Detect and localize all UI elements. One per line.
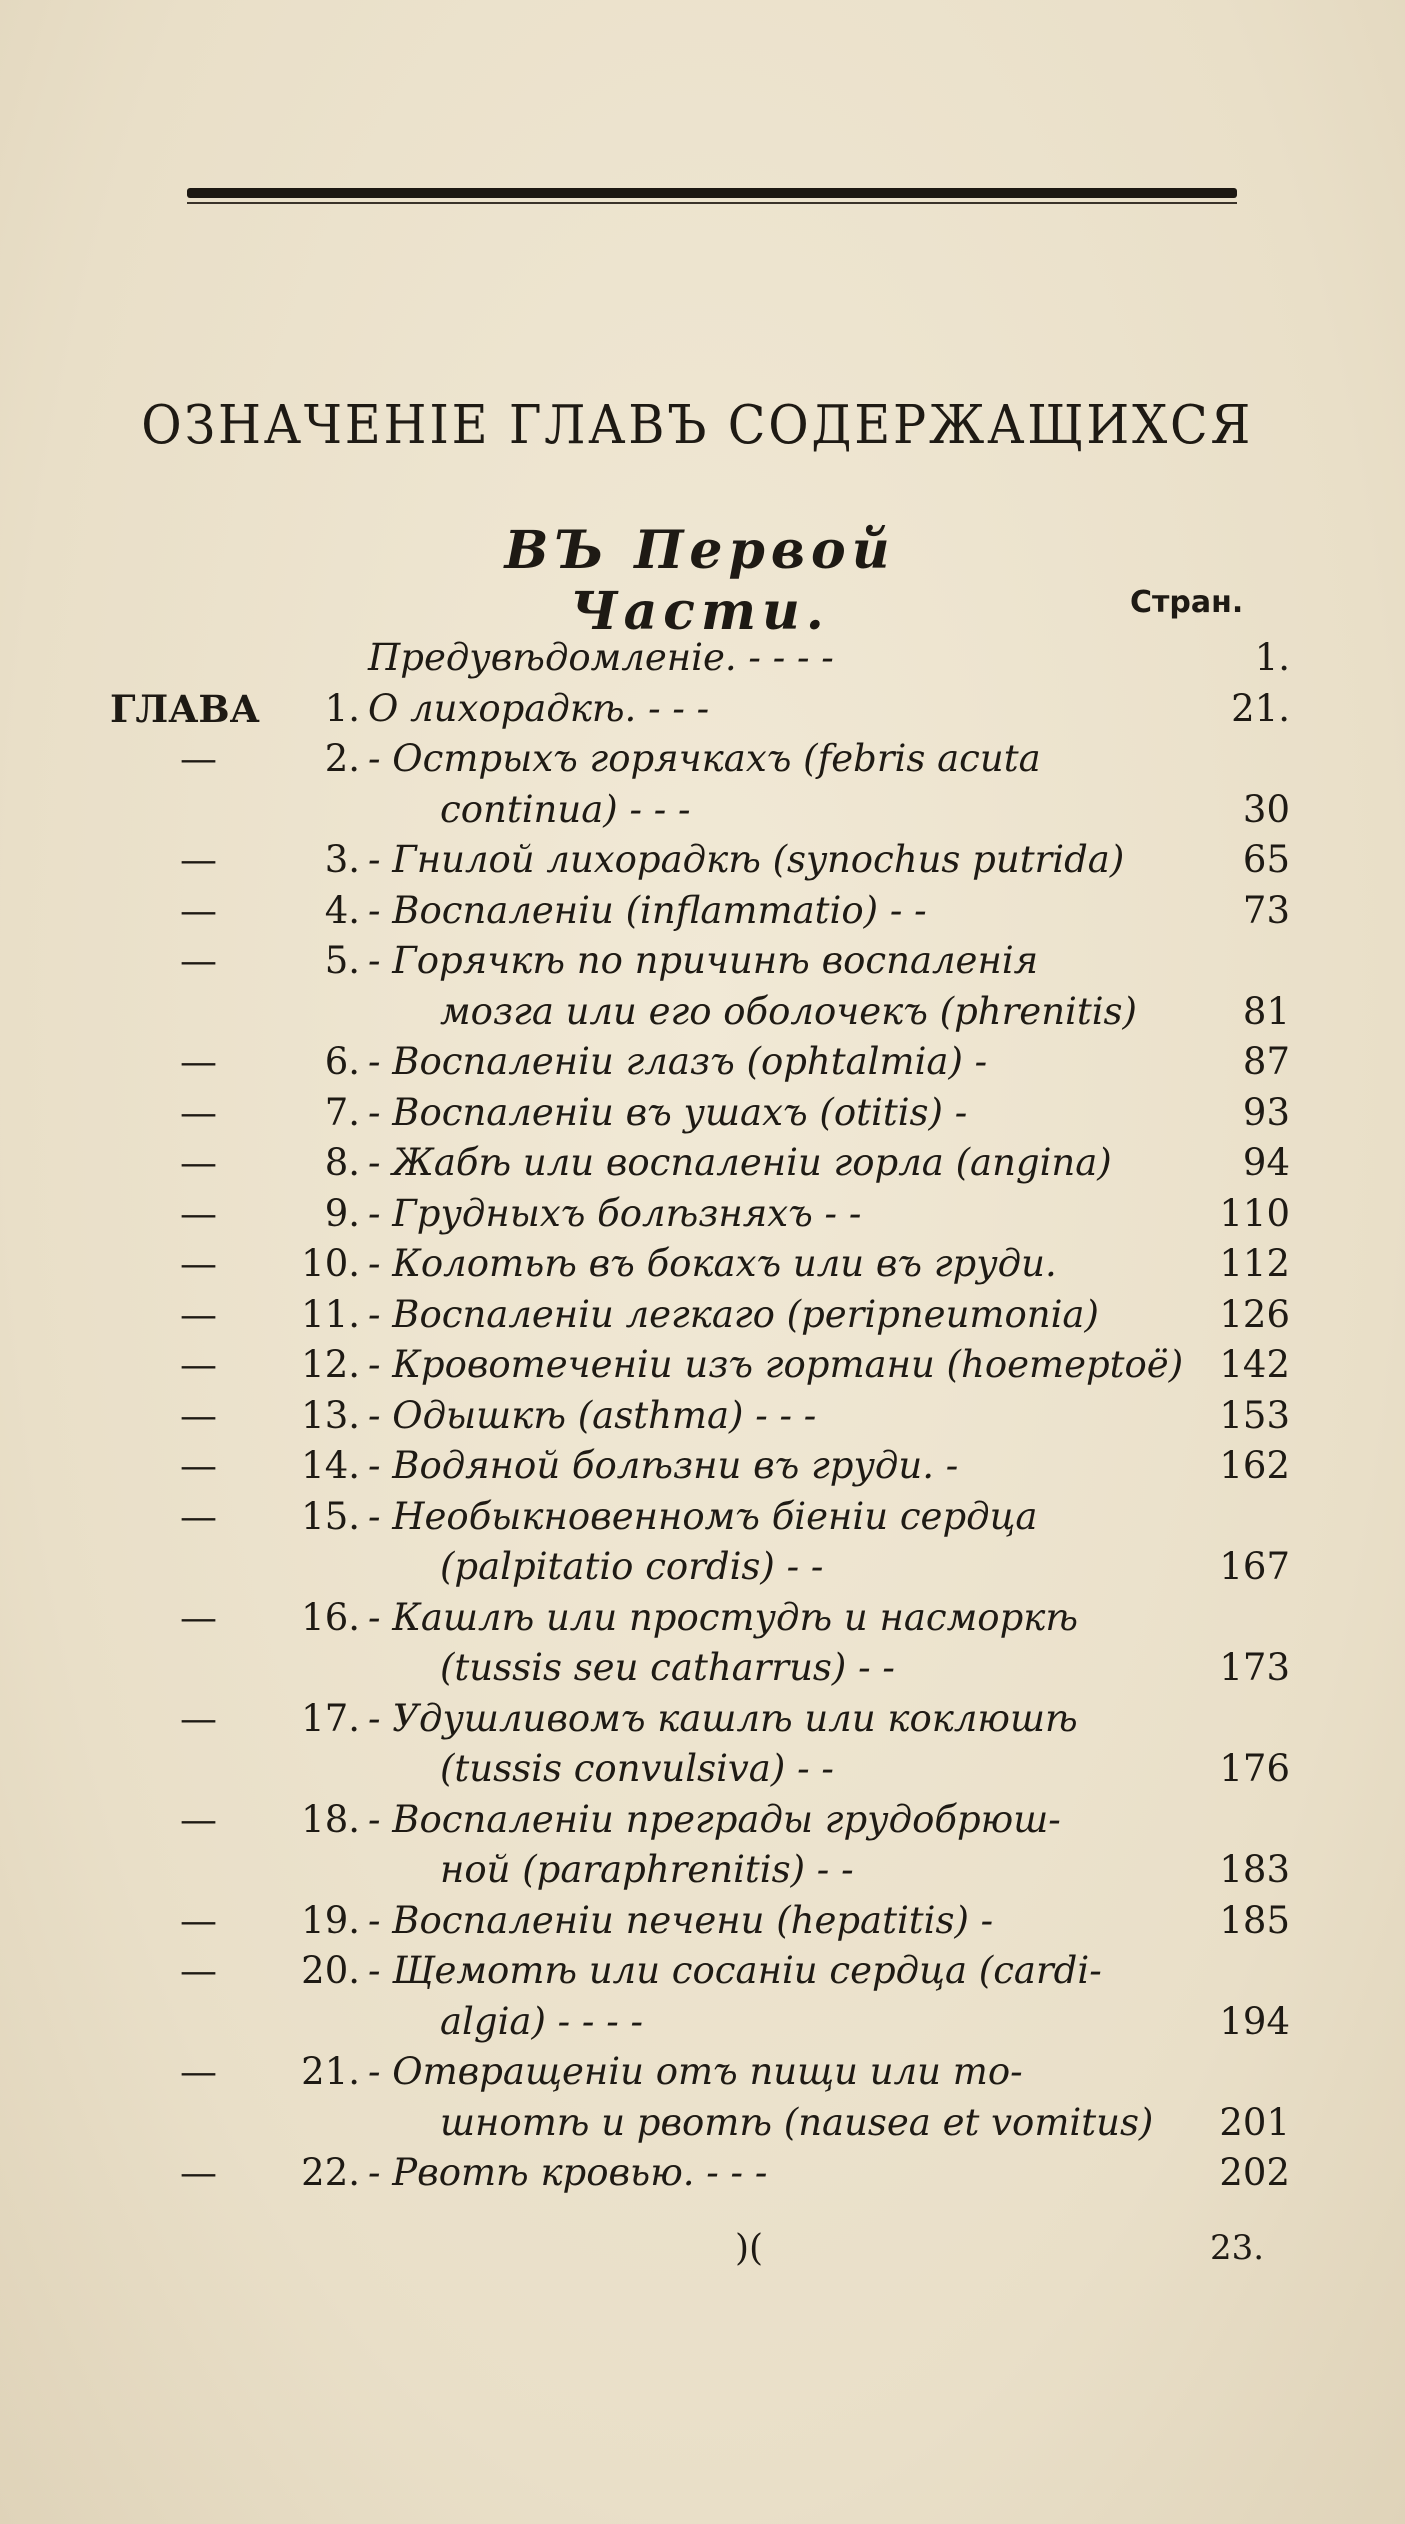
toc-entry-title: - Отвращеніи отъ пищи или то- [368, 2050, 1023, 2093]
toc-entry-title: - Воспаленіи въ ушахъ (otitis) - [368, 1090, 968, 1134]
toc-entry [0, 1085, 1405, 1141]
toc-entry [0, 984, 1405, 1040]
toc-entry-lead: — [180, 939, 217, 982]
toc-entry-title: мозга или его оболочекъ (phrenitis) [440, 989, 1137, 1033]
toc-entry [0, 1994, 1405, 2050]
toc-entry-title: - Воспаленіи легкаго (peripneumonia) [368, 1292, 1099, 1336]
toc-entry-title: - Удушливомъ кашлѣ или коклюшѣ [368, 1696, 1078, 1740]
toc-entry-lead: — [180, 838, 217, 881]
toc-entry-lead: — [180, 2151, 217, 2194]
toc-entry-lead: — [180, 1444, 217, 1487]
toc-entry-page: 173 [1219, 1646, 1290, 1689]
toc-entry-lead: — [180, 888, 217, 932]
toc-entry-lead: — [180, 1040, 217, 1083]
toc-entry-number: 21. [301, 2050, 360, 2093]
toc-entry-number: 5. [324, 939, 360, 982]
toc-entry [0, 1287, 1405, 1343]
toc-entry-number: 3. [324, 838, 360, 881]
toc-entry-page: 30 [1242, 787, 1290, 831]
toc-entry-page: 167 [1219, 1545, 1290, 1588]
toc-entry-page: 202 [1219, 2151, 1290, 2194]
toc-entry-title: Предувѣдомленіе. - - - - [368, 636, 834, 679]
toc-entry-page: 183 [1219, 1848, 1290, 1891]
toc-entry-number: 7. [324, 1090, 360, 1134]
toc-entry-lead: — [180, 1090, 217, 1134]
toc-entry [0, 1236, 1405, 1292]
toc-entry-title: (tussis convulsiva) - - [440, 1747, 834, 1790]
toc-entry-number: 6. [324, 1040, 360, 1083]
toc-entry [0, 2095, 1405, 2151]
toc-entry-page: 110 [1219, 1191, 1290, 1235]
toc-entry [0, 1438, 1405, 1494]
toc-entry-page: 73 [1242, 888, 1290, 932]
toc-entry-number: 14. [301, 1444, 360, 1487]
toc-entry-title: О лихорадкѣ. - - - [368, 686, 710, 730]
signature-mark: )( [735, 2228, 764, 2269]
toc-entry [0, 1590, 1405, 1646]
toc-entry-number: 20. [301, 1949, 360, 1992]
toc-entry-title: - Воспаленіи глазъ (ophtalmia) - [368, 1040, 988, 1083]
toc-entry-number: 11. [301, 1292, 360, 1336]
toc-entry-title: шнотѣ и рвотѣ (nausea et vomitus) [440, 2100, 1154, 2144]
page-column-header: Стран. [1130, 585, 1244, 620]
toc-entry-lead: — [180, 1242, 217, 1285]
toc-entry-title: - Жабѣ или воспаленіи горла (angina) [368, 1141, 1112, 1184]
toc-entry [0, 1943, 1405, 1999]
toc-entry [0, 2145, 1405, 2201]
toc-entry-number: 15. [301, 1494, 360, 1538]
toc-entry-lead: — [180, 1141, 217, 1184]
toc-entry-page: 93 [1242, 1090, 1290, 1134]
toc-entry-lead: ГЛАВА [110, 686, 260, 731]
toc-entry-title: - Кашлѣ или простудѣ и насморкѣ [368, 1595, 1078, 1639]
toc-entry [0, 1388, 1405, 1444]
toc-entry-title: - Колотьѣ въ бокахъ или въ груди. [368, 1242, 1057, 1285]
toc-entry-page: 142 [1219, 1343, 1290, 1386]
toc-entry-title: algia) - - - - [440, 1999, 643, 2043]
toc-entry [0, 883, 1405, 939]
toc-entry-number: 2. [324, 737, 360, 780]
toc-entry-page: 162 [1219, 1444, 1290, 1487]
toc-entry-page: 81 [1242, 989, 1290, 1033]
toc-entry-number: 13. [301, 1393, 360, 1437]
toc-entry-page: 185 [1219, 1898, 1290, 1942]
toc-entry-number: 8. [324, 1141, 360, 1184]
toc-entry-page: 153 [1219, 1393, 1290, 1437]
toc-entry-title: - Гнилой лихорадкѣ (synochus putrida) [368, 838, 1125, 881]
toc-entry [0, 832, 1405, 888]
toc-entry-number: 18. [301, 1797, 360, 1841]
toc-entry-page: 94 [1242, 1141, 1290, 1184]
toc-entry-lead: — [180, 1343, 217, 1386]
toc-entry-lead: — [180, 1898, 217, 1942]
toc-entry-title: - Кровотеченіи изъ гортани (hoemeptoë) [368, 1343, 1184, 1386]
toc-entry-number: 9. [324, 1191, 360, 1235]
toc-entry-title: - Одышкѣ (asthma) - - - [368, 1393, 817, 1437]
toc-entry-lead: — [180, 1393, 217, 1437]
page-subtitle: ВЪ Первой Части. [504, 520, 896, 642]
toc-entry-page: 65 [1242, 838, 1290, 881]
toc-entry [0, 1337, 1405, 1393]
toc-entry [0, 630, 1405, 686]
toc-entry [0, 1842, 1405, 1898]
toc-entry-title: ной (paraphrenitis) - - [440, 1848, 854, 1891]
toc-entry [0, 681, 1405, 737]
toc-entry-lead: — [180, 1696, 217, 1740]
toc-entry-title: - Водяной болѣзни въ груди. - [368, 1444, 959, 1487]
toc-entry-lead: — [180, 1191, 217, 1235]
toc-entry-title: - Воспаленіи (inflammatio) - - [368, 888, 927, 932]
toc-entry [0, 1893, 1405, 1949]
toc-entry-title: (palpitatio cordis) - - [440, 1545, 824, 1588]
toc-entry-number: 22. [301, 2151, 360, 2194]
toc-entry-lead: — [180, 1949, 217, 1992]
toc-entry-number: 12. [301, 1343, 360, 1386]
toc-entry-title: continua) - - - [440, 787, 691, 831]
page-title: ОЗНАЧЕНІЕ ГЛАВЪ СОДЕРЖАЩИХСЯ [141, 395, 1254, 456]
toc-entry-title: - Необыкновенномъ біеніи сердца [368, 1494, 1038, 1538]
toc-entry-lead: — [180, 1494, 217, 1538]
toc-entry-title: - Грудныхъ болѣзняхъ - - [368, 1191, 862, 1235]
toc-entry [0, 933, 1405, 989]
toc-entry-title: - Горячкѣ по причинѣ воспаленія [368, 939, 1039, 982]
toc-entry-page: 1. [1254, 636, 1290, 679]
toc-entry-page: 112 [1219, 1242, 1290, 1285]
toc-entry [0, 1741, 1405, 1797]
toc-entry-number: 17. [301, 1696, 360, 1740]
toc-entry-page: 176 [1219, 1747, 1290, 1790]
toc-entry-lead: — [180, 1595, 217, 1639]
toc-entry-number: 1. [324, 686, 360, 730]
toc-entry [0, 1539, 1405, 1595]
toc-entry-number: 10. [301, 1242, 360, 1285]
toc-entry-title: (tussis seu catharrus) - - [440, 1646, 895, 1689]
toc-entry [0, 731, 1405, 787]
toc-entry [0, 2044, 1405, 2100]
toc-entry [0, 1792, 1405, 1848]
toc-entry [0, 782, 1405, 838]
toc-entry-title: - Воспаленіи преграды грудобрюш- [368, 1797, 1061, 1841]
toc-entry [0, 1691, 1405, 1747]
toc-entry-title: - Щемотѣ или сосаніи сердца (cardi- [368, 1949, 1102, 1992]
toc-entry-lead: — [180, 2050, 217, 2093]
toc-entry [0, 1034, 1405, 1090]
toc-entry-number: 4. [324, 888, 360, 932]
toc-entry-page: 194 [1219, 1999, 1290, 2043]
toc-entry-page: 126 [1219, 1292, 1290, 1336]
toc-entry-page: 87 [1242, 1040, 1290, 1083]
catchword: 23. [1210, 2228, 1265, 2268]
toc-entry-number: 16. [301, 1595, 360, 1639]
toc-entry-lead: — [180, 1292, 217, 1336]
toc-entry [0, 1186, 1405, 1242]
toc-entry [0, 1640, 1405, 1696]
header-rule [187, 188, 1237, 198]
toc-entry-number: 19. [301, 1898, 360, 1942]
toc-entry-title: - Воспаленіи печени (hepatitis) - [368, 1898, 994, 1942]
toc-entry-title: - Острыхъ горячкахъ (febris acuta [368, 737, 1041, 780]
toc-entry [0, 1135, 1405, 1191]
toc-entry-title: - Рвотѣ кровью. - - - [368, 2151, 768, 2194]
toc-entry-page: 201 [1219, 2100, 1290, 2144]
toc-entry-lead: — [180, 1797, 217, 1841]
toc-entry-page: 21. [1231, 686, 1290, 730]
toc-entry [0, 1489, 1405, 1545]
toc-entry-lead: — [180, 737, 217, 780]
